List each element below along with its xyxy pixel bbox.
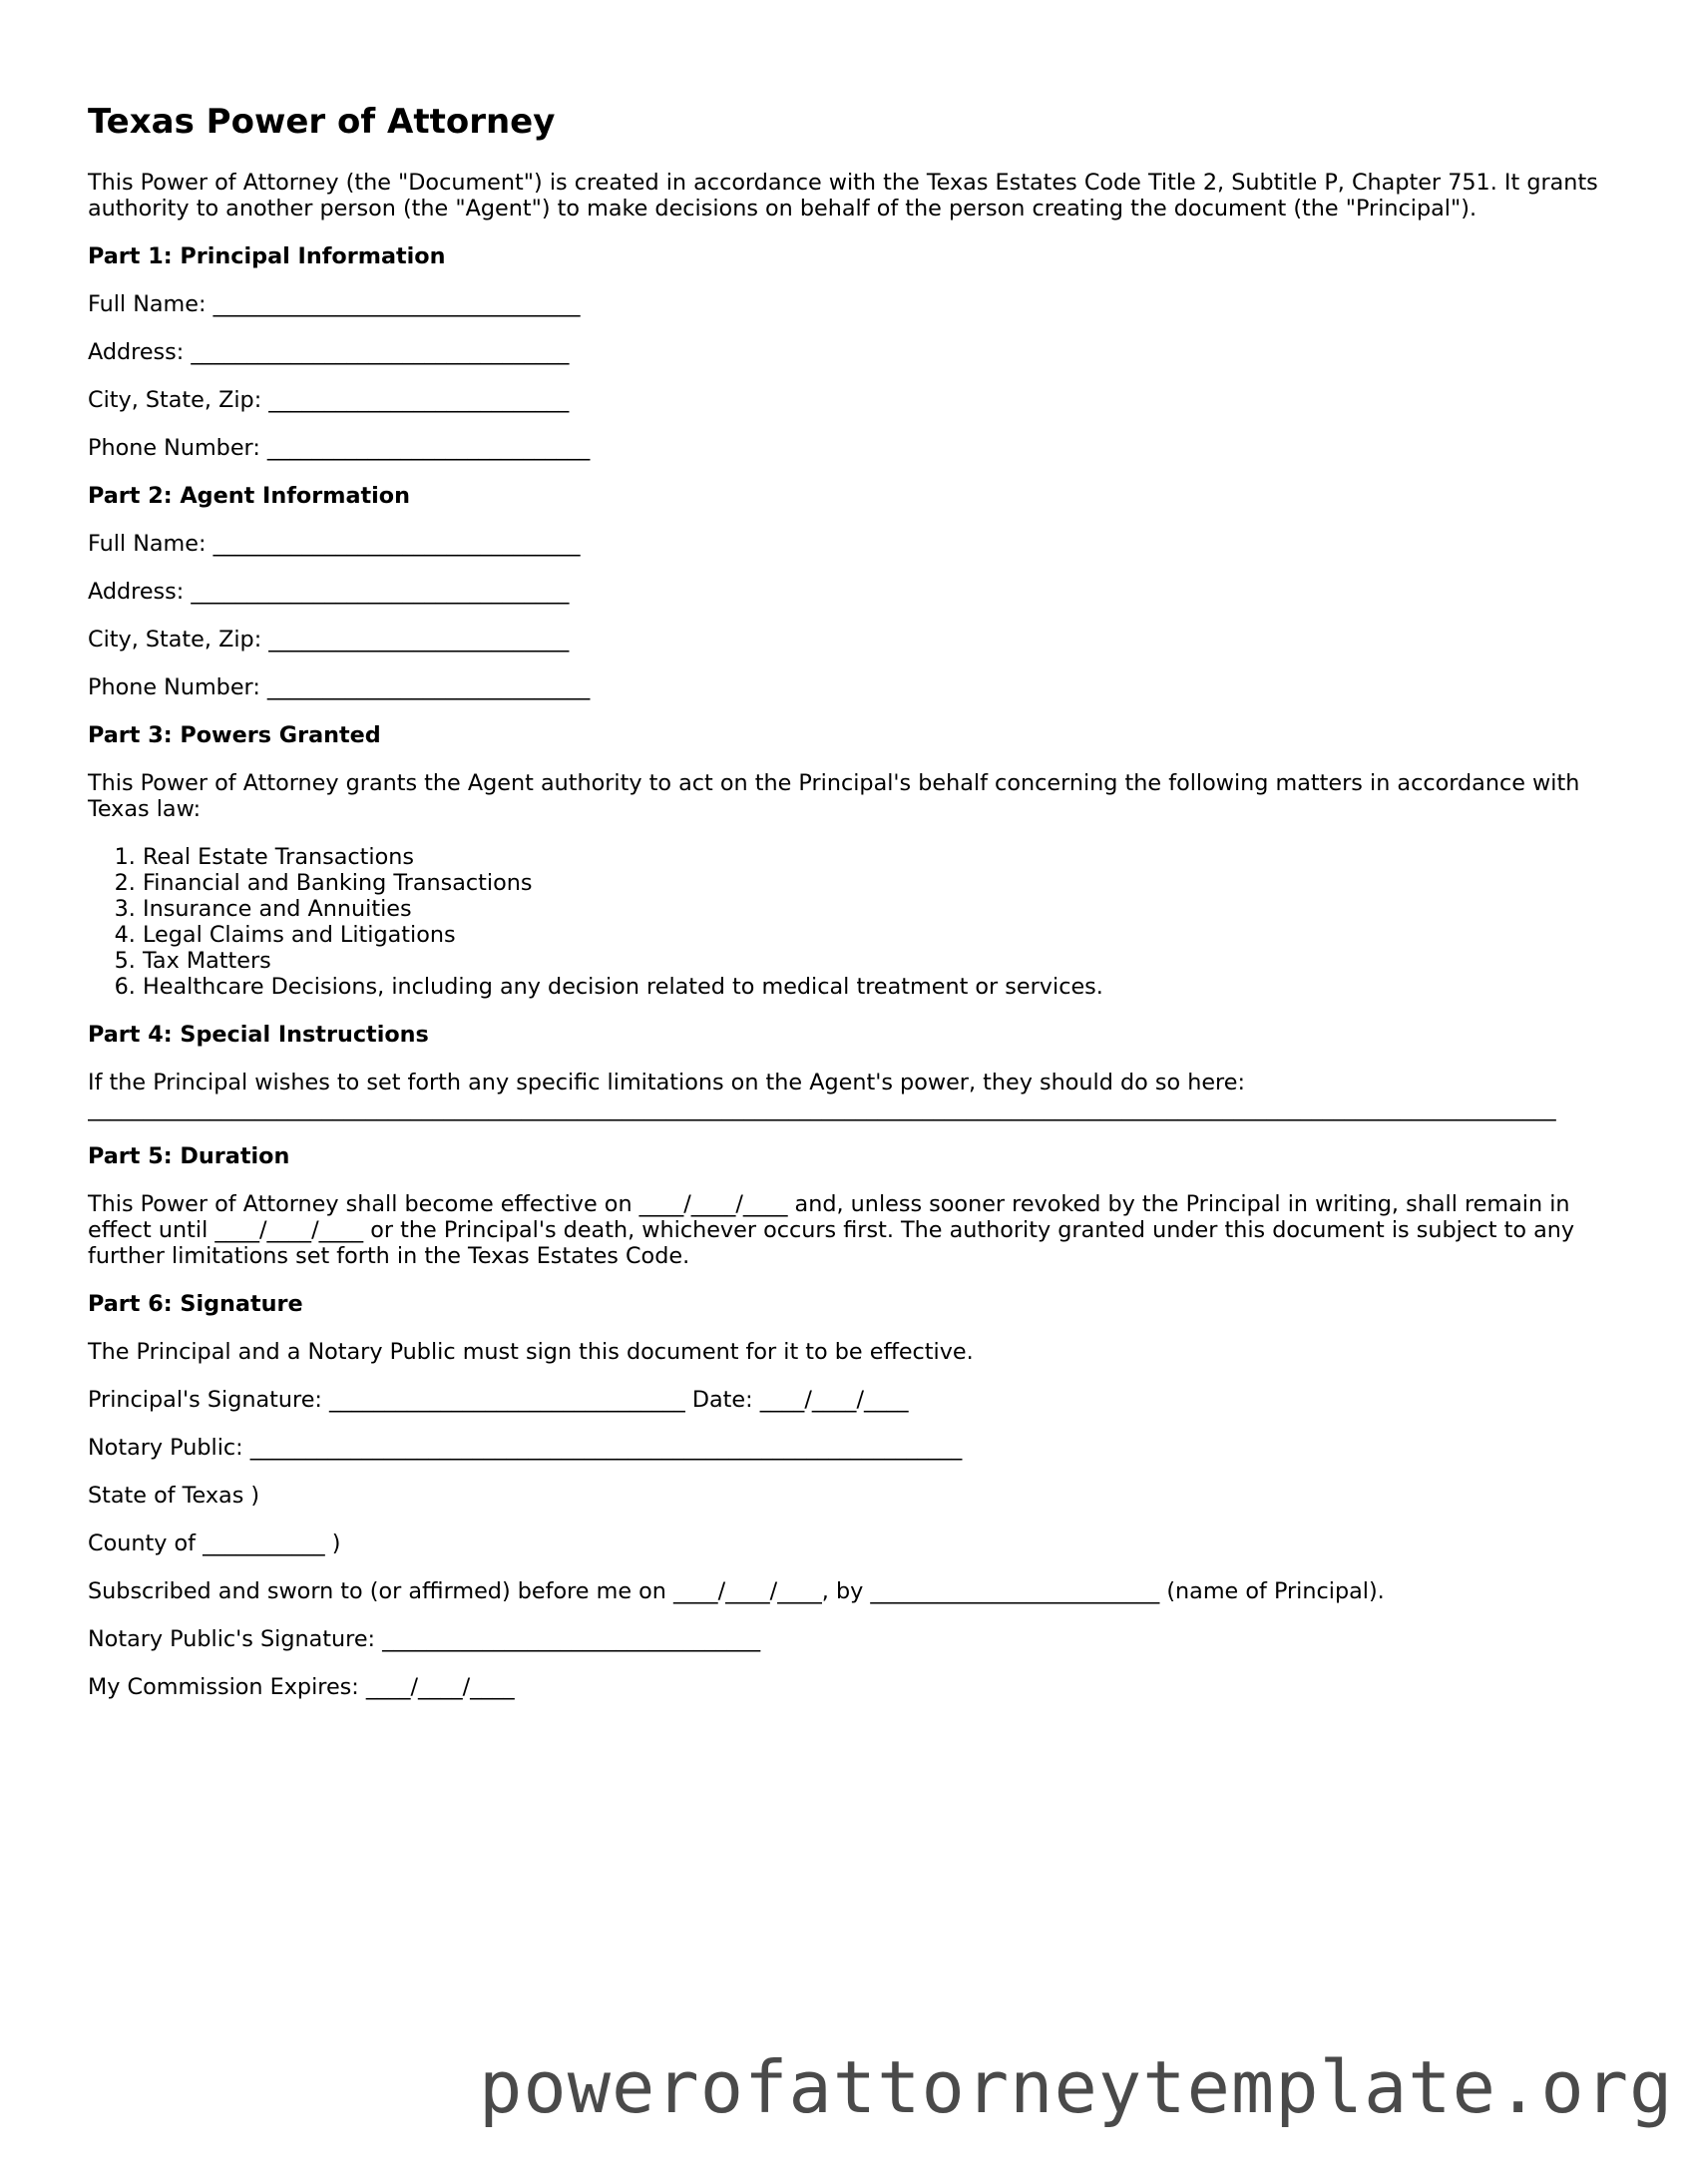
- agent-phone-field[interactable]: Phone Number: _____________________________: [88, 674, 591, 700]
- principal-city-state-zip-field[interactable]: City, State, Zip: ___________________________: [88, 387, 570, 413]
- agent-city-state-zip-field[interactable]: City, State, Zip: ___________________________: [88, 627, 570, 653]
- state-line: State of Texas ): [88, 1483, 260, 1509]
- county-field[interactable]: County of ___________ ): [88, 1530, 341, 1556]
- special-instructions-line[interactable]: ____________________________________________________________________________________________________________________________________: [88, 1095, 1556, 1121]
- power-item: 2. Financial and Banking Transactions: [143, 870, 1604, 896]
- power-item: 4. Legal Claims and Litigations: [143, 922, 1604, 948]
- special-instructions-prompt: If the Principal wishes to set forth any specific limitations on the Agent's power, they should do so here:: [88, 1070, 1245, 1095]
- principal-signature-field[interactable]: Principal's Signature: ________________________________ Date: ____/____/____: [88, 1387, 909, 1413]
- commission-expires-field[interactable]: My Commission Expires: ____/____/____: [88, 1674, 515, 1700]
- principal-address-field[interactable]: Address: __________________________________: [88, 339, 570, 365]
- power-item: 3. Insurance and Annuities: [143, 896, 1604, 922]
- agent-full-name-field[interactable]: Full Name: _________________________________: [88, 531, 581, 557]
- special-instructions-text: [88, 1070, 1604, 1121]
- power-item: 5. Tax Matters: [143, 948, 1604, 974]
- power-item: 6. Healthcare Decisions, including any decision related to medical treatment or services.: [143, 974, 1604, 1000]
- part3-heading: Part 3: Powers Granted: [88, 722, 381, 748]
- power-item: 1. Real Estate Transactions: [143, 844, 1604, 870]
- powers-intro: This Power of Attorney grants the Agent authority to act on the Principal's behalf concerning the following matters in accordance with Texas law:: [88, 770, 1580, 822]
- principal-full-name-field[interactable]: Full Name: _________________________________: [88, 291, 581, 317]
- part4-heading: Part 4: Special Instructions: [88, 1022, 429, 1048]
- powers-list: [88, 844, 1604, 1000]
- part6-heading: Part 6: Signature: [88, 1291, 303, 1317]
- signature-instructions: The Principal and a Notary Public must sign this document for it to be effective.: [88, 1339, 974, 1365]
- agent-address-field[interactable]: Address: __________________________________: [88, 579, 570, 605]
- intro-paragraph: This Power of Attorney (the "Document") is created in accordance with the Texas Estates Code Title 2, Subtitle P, Chapter 751. It grants authority to another person (the "Agent") to make decisions on behalf of the person creating the document (the "Principal").: [88, 170, 1598, 221]
- watermark: powerofattorneytemplate.org: [479, 2045, 1674, 2129]
- document-body: [88, 170, 1604, 1722]
- document-title: Texas Power of Attorney: [88, 102, 556, 142]
- duration-text: This Power of Attorney shall become effective on ____/____/____ and, unless sooner revoked by the Principal in writing, shall remain in effect until ____/____/____ or the Principal's death, whichever occurs first. The authority granted under this document is subject to any further limitations set forth in the Texas Estates Code.: [88, 1191, 1575, 1269]
- subscribed-sworn-field[interactable]: Subscribed and sworn to (or affirmed) before me on ____/____/____, by __________________________ (name of Principal).: [88, 1578, 1385, 1604]
- part1-heading: Part 1: Principal Information: [88, 243, 446, 269]
- notary-public-field[interactable]: Notary Public: ________________________________________________________________: [88, 1435, 963, 1461]
- notary-signature-field[interactable]: Notary Public's Signature: __________________________________: [88, 1626, 761, 1652]
- part2-heading: Part 2: Agent Information: [88, 483, 410, 509]
- principal-phone-field[interactable]: Phone Number: _____________________________: [88, 435, 591, 461]
- part5-heading: Part 5: Duration: [88, 1143, 290, 1169]
